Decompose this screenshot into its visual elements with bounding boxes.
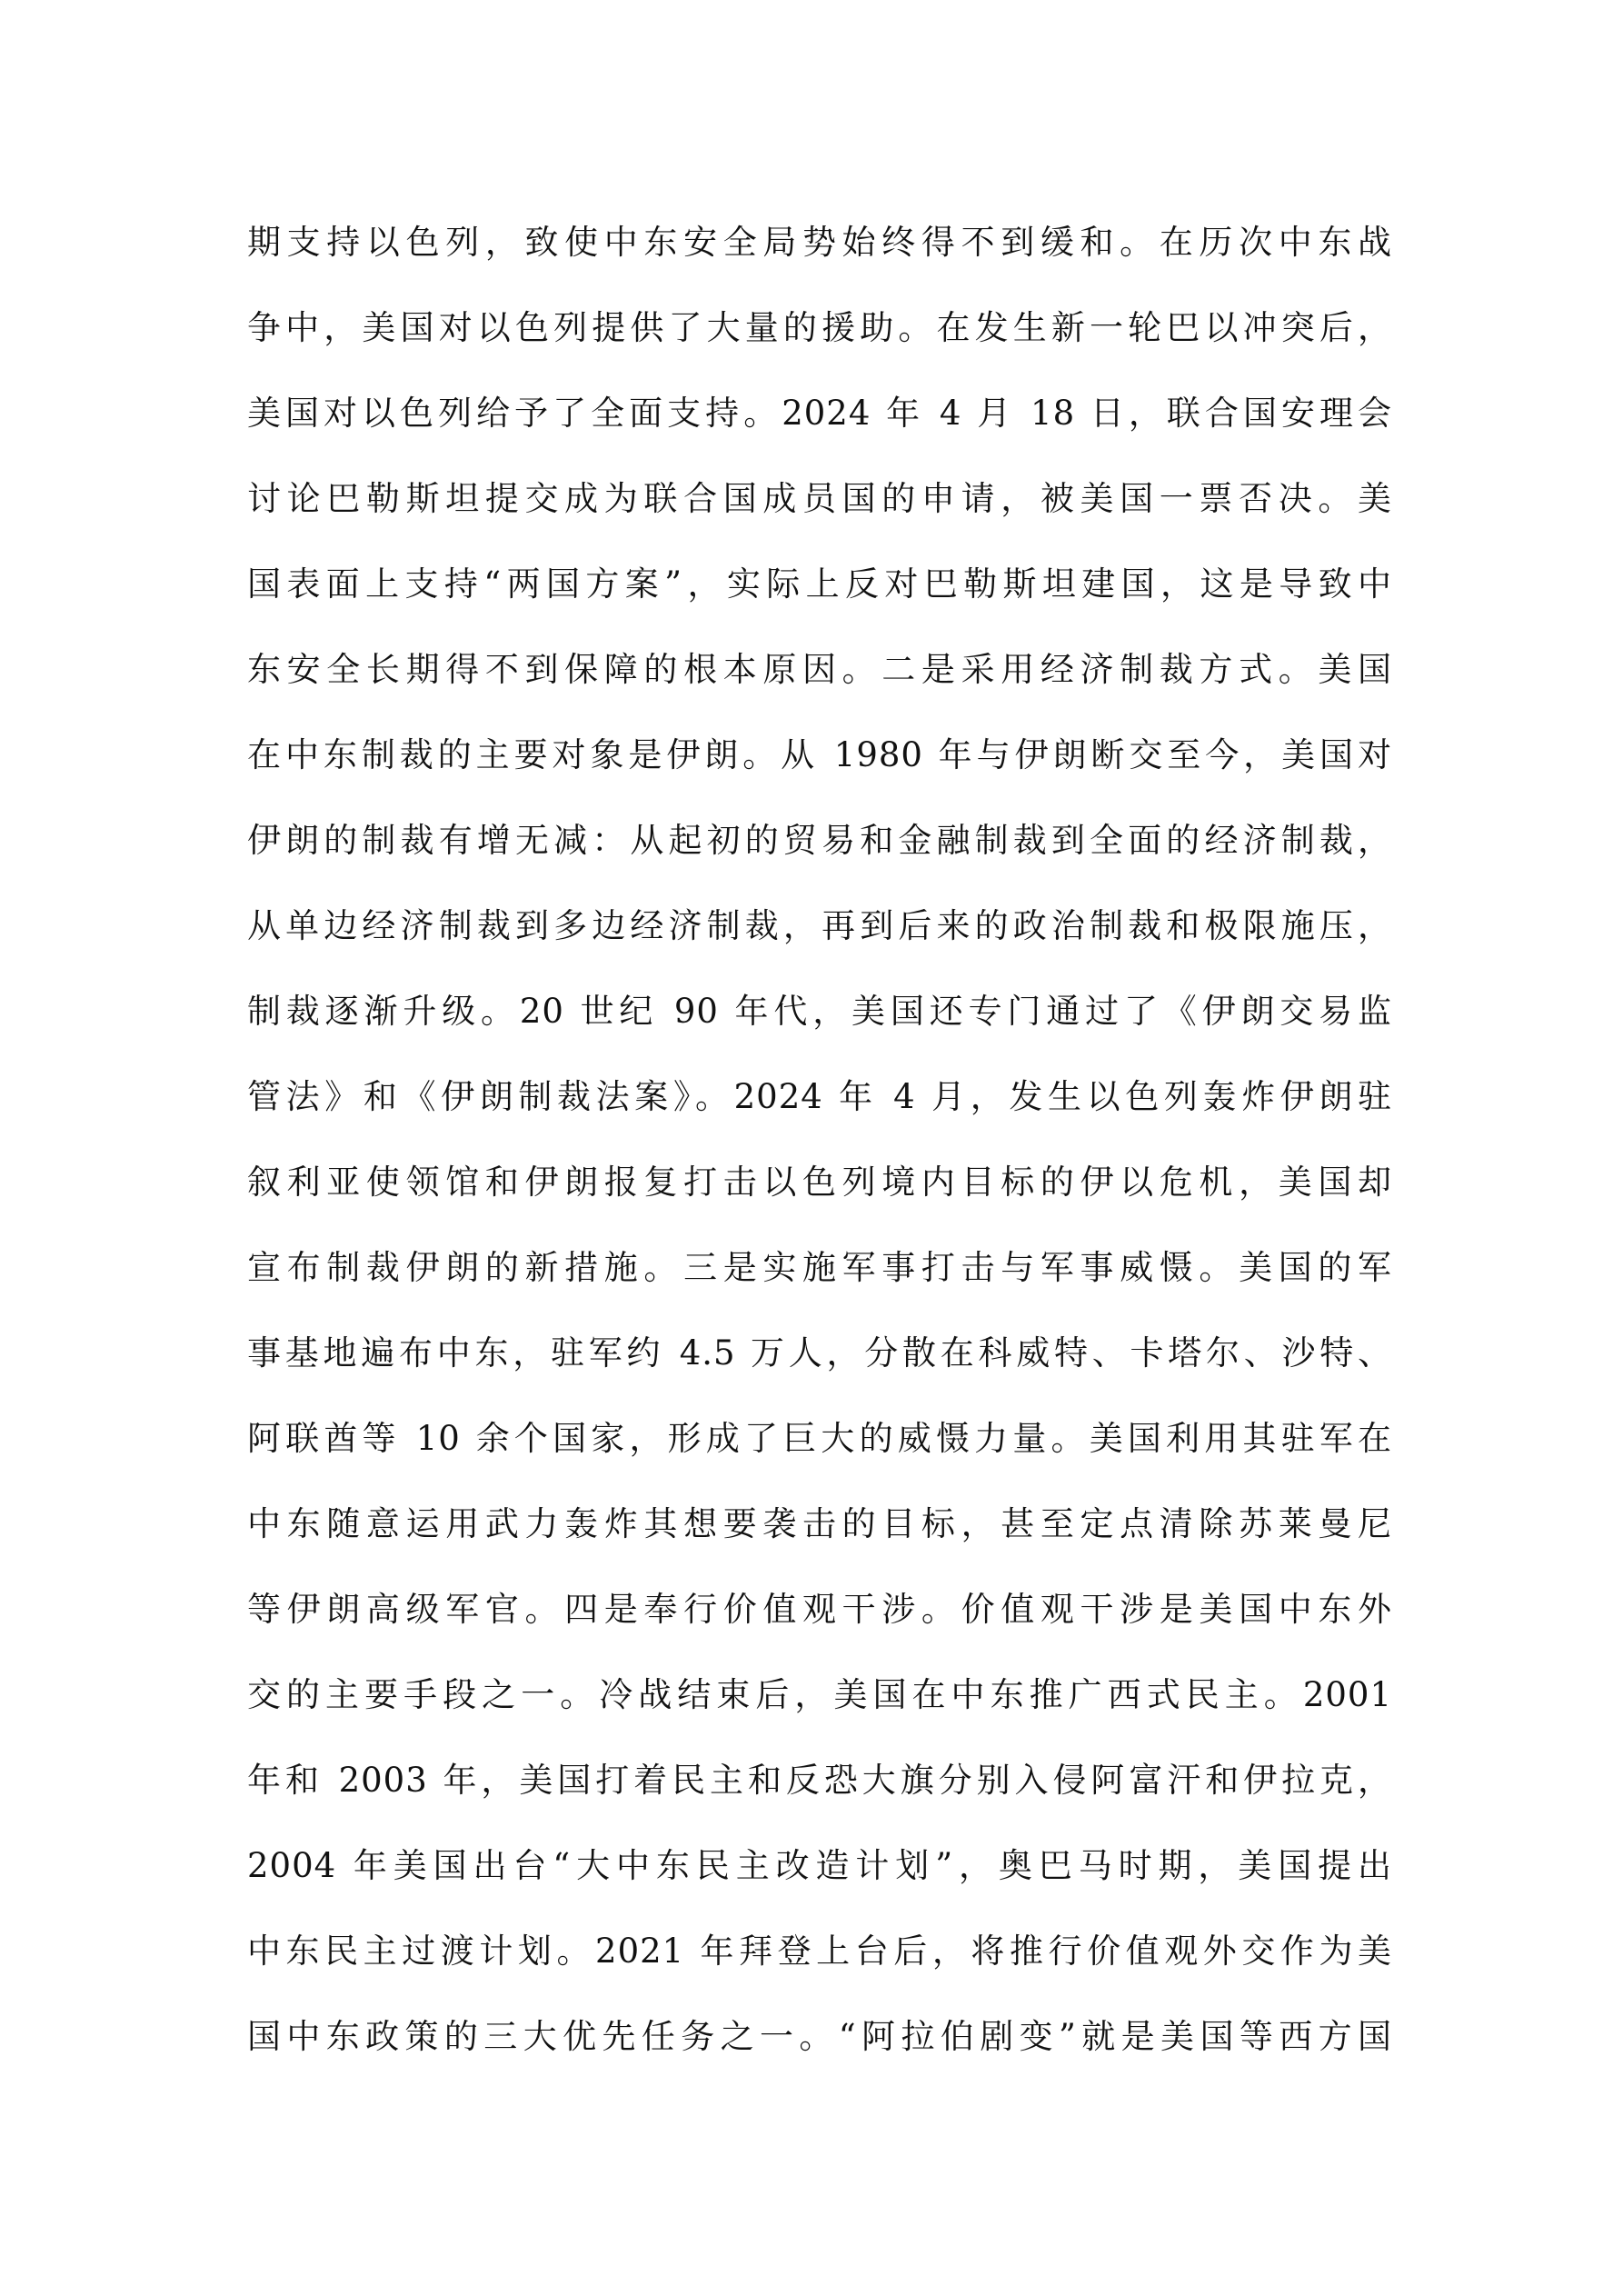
text-line: 等伊朗高级军官。四是奉行价值观干涉。价值观干涉是美国中东外 [247, 1590, 1392, 1629]
text-line: 宣布制裁伊朗的新措施。三是实施军事打击与军事威慑。美国的军 [247, 1248, 1392, 1287]
text-line: 2004 年美国出台“大中东民主改造计划”，奥巴马时期，美国提出 [247, 1846, 1392, 1885]
text-line: 中东随意运用武力轰炸其想要袭击的目标，甚至定点清除苏莱曼尼 [247, 1504, 1392, 1543]
text-line: 讨论巴勒斯坦提交成为联合国成员国的申请，被美国一票否决。美 [247, 479, 1392, 518]
text-line: 美国对以色列给予了全面支持。2024 年 4 月 18 日，联合国安理会 [247, 394, 1392, 433]
text-line: 阿联酋等 10 余个国家，形成了巨大的威慑力量。美国利用其驻军在 [247, 1419, 1392, 1458]
text-line: 伊朗的制裁有增无减：从起初的贸易和金融制裁到全面的经济制裁， [247, 821, 1392, 860]
text-line: 制裁逐渐升级。20 世纪 90 年代，美国还专门通过了《伊朗交易监 [247, 992, 1392, 1031]
text-line: 国中东政策的三大优先任务之一。“阿拉伯剧变”就是美国等西方国 [247, 2017, 1392, 2056]
text-line: 事基地遍布中东，驻军约 4.5 万人，分散在科威特、卡塔尔、沙特、 [247, 1333, 1392, 1373]
text-line: 在中东制裁的主要对象是伊朗。从 1980 年与伊朗断交至今，美国对 [247, 735, 1392, 774]
text-line: 年和 2003 年，美国打着民主和反恐大旗分别入侵阿富汗和伊拉克， [247, 1761, 1392, 1800]
text-line: 管法》和《伊朗制裁法案》。2024 年 4 月，发生以色列轰炸伊朗驻 [247, 1077, 1392, 1116]
text-line: 期支持以色列，致使中东安全局势始终得不到缓和。在历次中东战 [247, 223, 1392, 262]
text-line: 东安全长期得不到保障的根本原因。二是采用经济制裁方式。美国 [247, 650, 1392, 689]
text-line: 争中，美国对以色列提供了大量的援助。在发生新一轮巴以冲突后， [247, 308, 1392, 347]
text-line: 交的主要手段之一。冷战结束后，美国在中东推广西式民主。2001 [247, 1675, 1392, 1714]
text-line: 国表面上支持“两国方案”，实际上反对巴勒斯坦建国，这是导致中 [247, 564, 1392, 604]
text-line: 从单边经济制裁到多边经济制裁，再到后来的政治制裁和极限施压， [247, 906, 1392, 945]
body-text [247, 215, 1392, 2094]
text-line: 叙利亚使领馆和伊朗报复打击以色列境内目标的伊以危机，美国却 [247, 1163, 1392, 1202]
text-line: 中东民主过渡计划。2021 年拜登上台后，将推行价值观外交作为美 [247, 1932, 1392, 1971]
